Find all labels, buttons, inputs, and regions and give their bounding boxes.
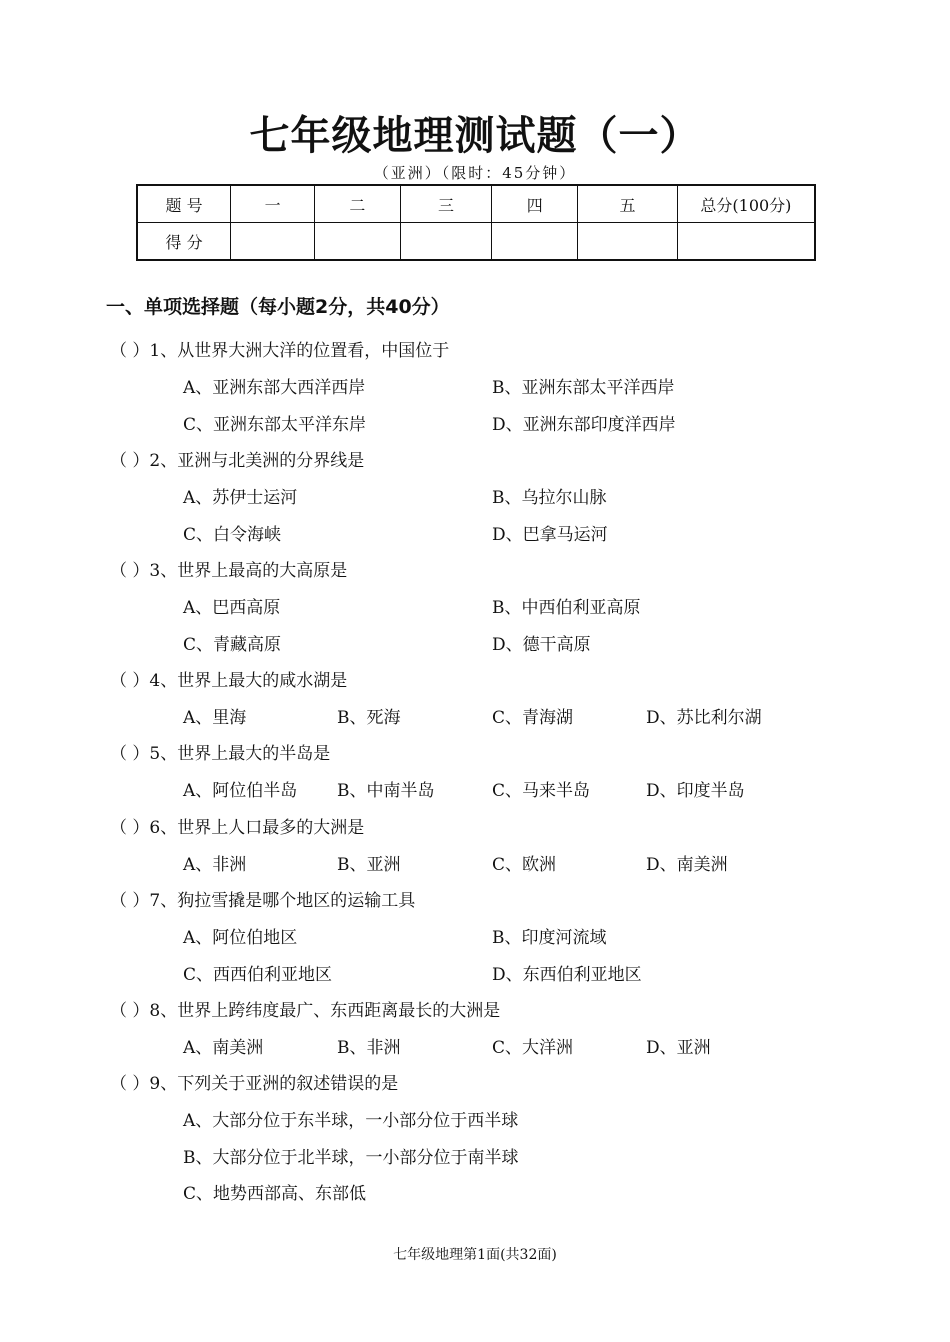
question-option: B、印度河流域 [492,928,607,948]
question-option: D、德干高原 [492,635,591,655]
question-option: B、大部分位于北半球，一小部分位于南半球 [183,1148,519,1168]
score-label: 得 分 [137,223,231,261]
question-option: C、地势西部高、东部低 [183,1184,367,1204]
question-option: A、南美洲 [183,1038,264,1058]
score-table-header-cell: 五 [578,185,678,223]
question-option: D、亚洲东部印度洋西岸 [492,415,676,435]
question-option: D、印度半岛 [646,781,745,801]
score-table [136,184,816,261]
score-table-header-cell: 三 [400,185,492,223]
question-stem: （ ）7、狗拉雪撬是哪个地区的运输工具 [110,891,416,911]
score-table-header-row [137,185,815,223]
page-footer: 七年级地理第1面(共32面) [393,1247,557,1263]
score-cell[interactable] [400,223,492,261]
question-option: A、大部分位于东半球，一小部分位于西半球 [183,1111,519,1131]
question-option: B、亚洲 [337,855,401,875]
score-cell[interactable] [492,223,578,261]
score-table-header-cell: 总分(100分) [677,185,815,223]
score-table-header-cell: 题 号 [137,185,231,223]
question-option: D、东西伯利亚地区 [492,965,642,985]
question-stem: （ ）9、下列关于亚洲的叙述错误的是 [110,1074,399,1094]
question-stem: （ ）8、世界上跨纬度最广、东西距离最长的大洲是 [110,1001,501,1021]
question-option: B、乌拉尔山脉 [492,488,607,508]
question-option: D、巴拿马运河 [492,525,608,545]
question-option: B、中西伯利亚高原 [492,598,641,618]
question-option: C、亚洲东部太平洋东岸 [183,415,367,435]
section-title: 一、单项选择题（每小题2分，共40分） [106,296,450,318]
question-option: A、阿位伯半岛 [183,781,298,801]
question-option: A、阿位伯地区 [183,928,298,948]
question-option: C、西西伯利亚地区 [183,965,333,985]
question-option: D、南美洲 [646,855,728,875]
question-option: C、白令海峡 [183,525,282,545]
question-option: C、青藏高原 [183,635,282,655]
score-cell[interactable] [578,223,678,261]
question-option: C、马来半岛 [492,781,591,801]
score-cell[interactable] [231,223,315,261]
question-option: B、死海 [337,708,401,728]
question-option: D、苏比利尔湖 [646,708,762,728]
question-stem: （ ）6、世界上人口最多的大洲是 [110,818,365,838]
question-option: B、中南半岛 [337,781,435,801]
question-option: A、非洲 [183,855,247,875]
score-table-score-row [137,223,815,261]
question-stem: （ ）3、世界上最高的大高原是 [110,561,348,581]
question-stem: （ ）1、从世界大洲大洋的位置看，中国位于 [110,341,450,361]
question-stem: （ ）5、世界上最大的半岛是 [110,744,331,764]
score-table-header-cell: 四 [492,185,578,223]
question-stem: （ ）2、亚洲与北美洲的分界线是 [110,451,365,471]
score-cell[interactable] [677,223,815,261]
question-option: C、青海湖 [492,708,574,728]
question-option: B、亚洲东部太平洋西岸 [492,378,675,398]
question-option: A、苏伊士运河 [183,488,298,508]
question-option: C、大洋洲 [492,1038,574,1058]
question-option: C、欧洲 [492,855,557,875]
score-cell[interactable] [314,223,400,261]
page-subtitle: （亚洲）（限时：45分钟） [373,164,577,182]
page-title: 七年级地理测试题（一） [249,113,701,159]
score-table-header-cell: 一 [231,185,315,223]
question-option: A、巴西高原 [183,598,281,618]
question-option: A、里海 [183,708,247,728]
question-option: D、亚洲 [646,1038,711,1058]
score-table-header-cell: 二 [314,185,400,223]
question-option: B、非洲 [337,1038,401,1058]
question-stem: （ ）4、世界上最大的咸水湖是 [110,671,348,691]
question-option: A、亚洲东部大西洋西岸 [183,378,366,398]
